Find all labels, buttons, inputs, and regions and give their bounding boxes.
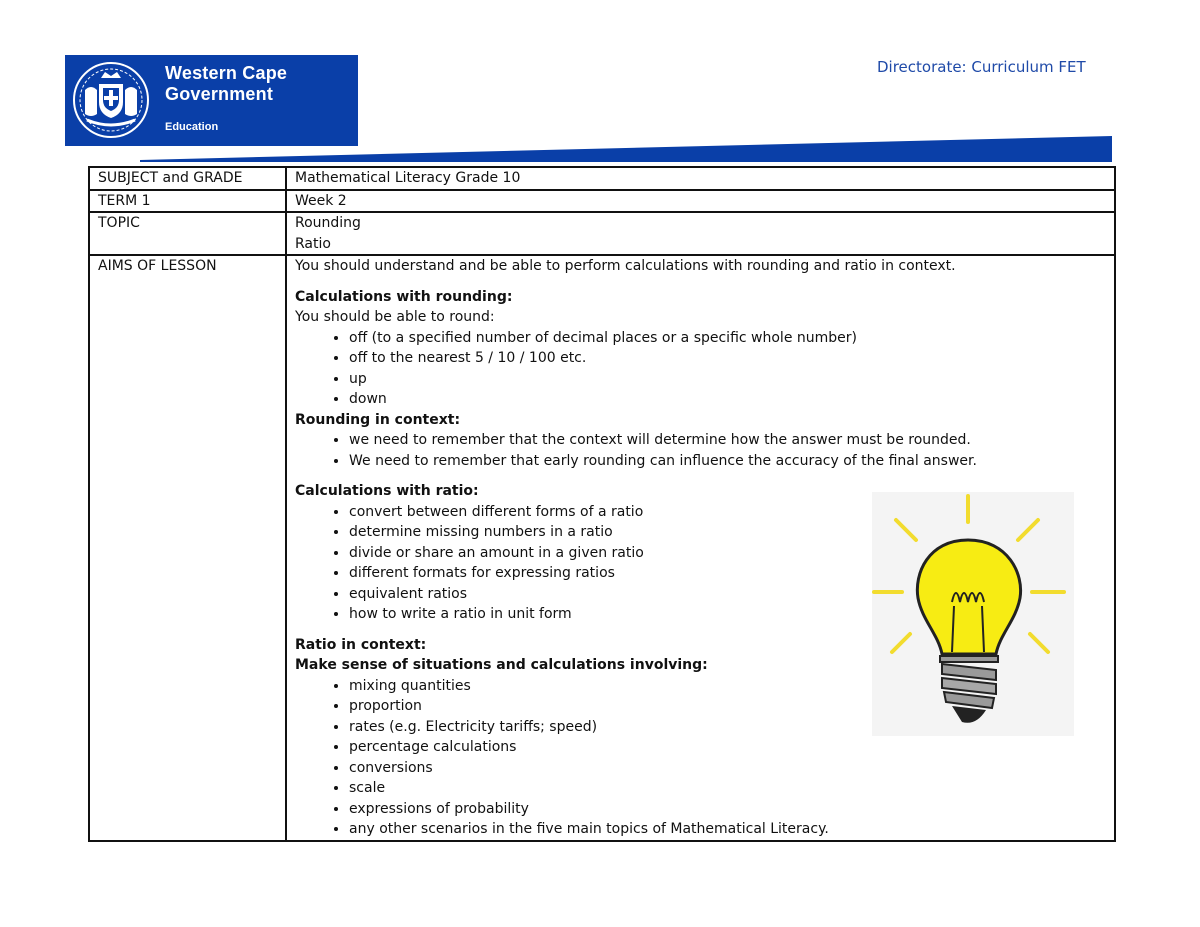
list-item: • how to write a ratio in unit form	[349, 604, 1106, 625]
list-item: • mixing quantities	[349, 676, 1106, 697]
org-name-line1: Western Cape	[165, 63, 288, 83]
term-value: Week 2	[286, 190, 1115, 213]
subject-value: Mathematical Literacy Grade 10	[286, 167, 1115, 190]
list-item: • determine missing numbers in a ratio	[349, 522, 1106, 543]
list-item: • equivalent ratios	[349, 584, 1106, 605]
list-item: • divide or share an amount in a given ratio	[349, 543, 1106, 564]
aims-label: AIMS OF LESSON	[89, 255, 286, 841]
list-item: • percentage calculations	[349, 737, 1106, 758]
ratio-context-subheading: Make sense of situations and calculations involving:	[295, 657, 708, 673]
coat-of-arms-icon	[65, 60, 161, 140]
light-bulb-icon	[872, 492, 1074, 736]
ratio-heading: Calculations with ratio:	[295, 483, 479, 499]
list-item: • down	[349, 389, 1106, 410]
list-item: • We need to remember that early rounding can influence the accuracy of the final answer.	[349, 451, 1106, 472]
list-item: • scale	[349, 778, 1106, 799]
directorate-label: Directorate: Curriculum FET	[877, 58, 1086, 76]
aims-intro: You should understand and be able to perform calculations with rounding and ratio in context.	[295, 258, 956, 274]
subject-label: SUBJECT and GRADE	[89, 167, 286, 190]
rounding-list	[295, 328, 1106, 410]
list-item: • convert between different forms of a ratio	[349, 502, 1106, 523]
list-item: • we need to remember that the context will determine how the answer must be rounded.	[349, 430, 1106, 451]
list-item: • off to the nearest 5 / 10 / 100 etc.	[349, 348, 1106, 369]
list-item: • expressions of probability	[349, 799, 1106, 820]
list-item: • conversions	[349, 758, 1106, 779]
list-item: • proportion	[349, 696, 1106, 717]
wcg-logo	[65, 55, 358, 146]
list-item: • any other scenarios in the five main topics of Mathematical Literacy.	[349, 819, 1106, 840]
table-row	[89, 212, 1115, 255]
list-item: • different formats for expressing ratios	[349, 563, 1106, 584]
table-row	[89, 167, 1115, 190]
list-item: • rates (e.g. Electricity tariffs; speed)	[349, 717, 1106, 738]
table-row	[89, 190, 1115, 213]
rounding-context-list	[295, 430, 1106, 471]
rounding-lead: You should be able to round:	[295, 309, 495, 325]
header-swoosh	[140, 136, 1112, 162]
rounding-heading: Calculations with rounding:	[295, 288, 513, 305]
rounding-context-heading: Rounding in context:	[295, 411, 461, 428]
table-row	[89, 255, 1115, 841]
list-item: • off (to a specified number of decimal places or a specific whole number)	[349, 328, 1106, 349]
list-item: • up	[349, 369, 1106, 390]
topic-line: Rounding	[295, 215, 361, 231]
lesson-table	[88, 166, 1116, 842]
aims-content	[286, 255, 1115, 841]
department-name: Education	[165, 121, 219, 133]
topic-line: Ratio	[295, 235, 331, 252]
topic-value	[286, 212, 1115, 255]
org-name-line2: Government	[165, 84, 274, 104]
term-label: TERM 1	[89, 190, 286, 213]
topic-label: TOPIC	[89, 212, 286, 255]
ratio-context-heading: Ratio in context:	[295, 636, 427, 653]
